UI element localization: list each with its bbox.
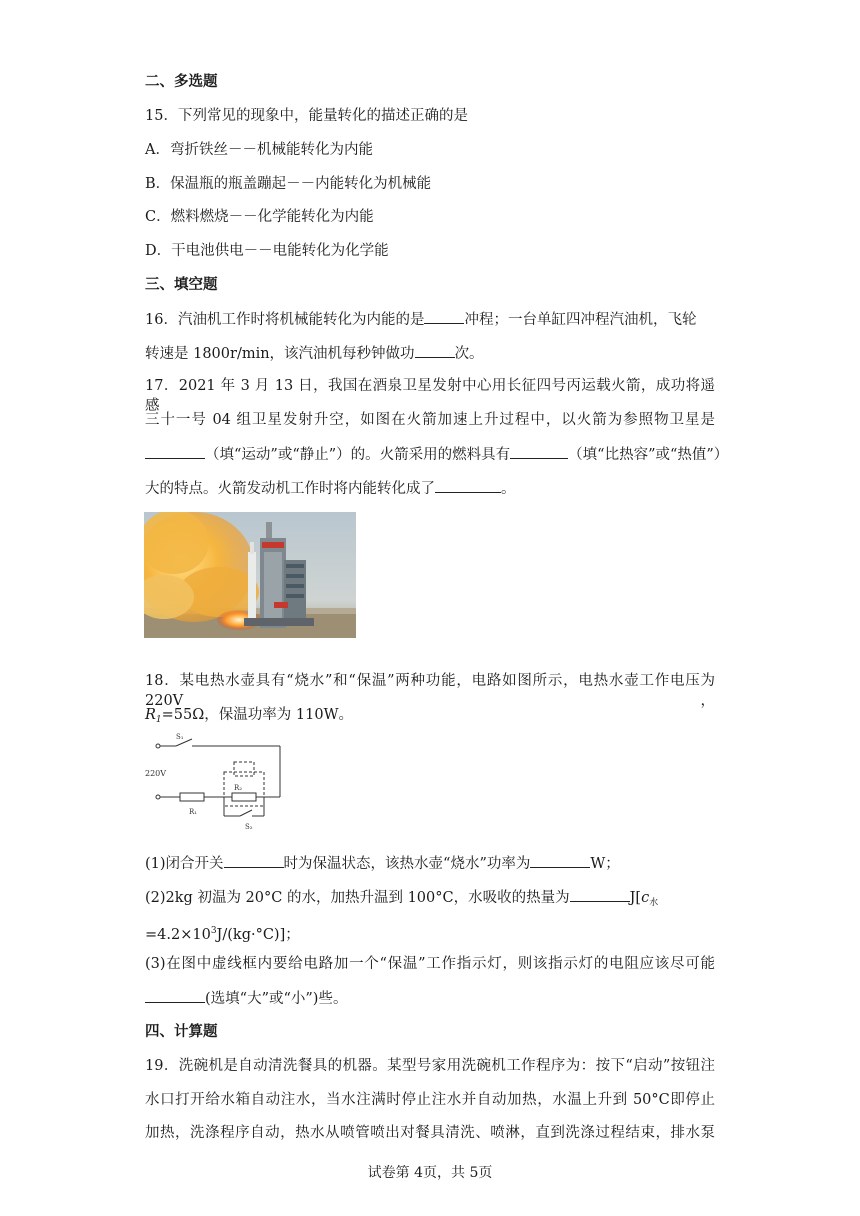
q15-option-c: C．燃料燃烧－－化学能转化为内能 bbox=[145, 209, 374, 225]
q18-part-1 bbox=[145, 853, 620, 874]
q18-part-3-line-1: (3)在图中虚线框内要给电路加一个“保温”工作指示灯，则该指示灯的电阻应该尽可能 bbox=[145, 956, 715, 972]
q18-p2-text-a: (2)2kg 初温为 20°C 的水，加热升温到 100°C，水吸收的热量为 bbox=[145, 890, 570, 906]
q18-p2-text-b: J[ bbox=[629, 890, 642, 906]
q16-blank-count bbox=[415, 343, 455, 358]
q18-line-1: 18．某电热水壶具有“烧水”和“保温”两种功能，电路如图所示，电热水壶工作电压为 220V， bbox=[145, 673, 715, 709]
q16-text-1a: 16．汽油机工作时将机械能转化为内能的是 bbox=[145, 312, 425, 328]
page-footer: 试卷第 4页，共 5页 bbox=[367, 1165, 493, 1181]
q18-blank-switch bbox=[224, 853, 284, 868]
circuit-label-s1: S₁ bbox=[176, 733, 184, 741]
q18-p1-text-c: W； bbox=[590, 856, 620, 872]
q17-line-1: 17．2021 年 3 月 13 日，我国在酒泉卫星发射中心用长征四号丙运载火箭，成功将遥感 bbox=[145, 378, 715, 414]
q18-p2-cont-b: J/(kg·°C)]； bbox=[216, 927, 300, 943]
q15-option-d: D．干电池供电－－电能转化为化学能 bbox=[145, 243, 389, 259]
q18-r1-subscript: 1 bbox=[155, 715, 162, 725]
section-fill-blank-heading: 三、填空题 bbox=[145, 277, 218, 293]
q17-text-3a: （填“运动”或“静止”）的。火箭采用的燃料具有 bbox=[205, 447, 511, 463]
q15-stem: 15．下列常见的现象中，能量转化的描述正确的是 bbox=[145, 108, 468, 124]
q17-blank-energy bbox=[435, 478, 501, 493]
q16-line-1 bbox=[145, 309, 696, 330]
section-multi-choice-heading: 二、多选题 bbox=[145, 74, 218, 90]
kettle-circuit-diagram bbox=[144, 730, 294, 840]
q17-line-3 bbox=[145, 444, 728, 465]
q18-part-2 bbox=[145, 887, 658, 913]
q17-line-4 bbox=[145, 478, 516, 499]
rocket-launch-photo bbox=[144, 512, 356, 638]
q18-c-letter: c bbox=[641, 890, 650, 906]
q18-part-2-continued bbox=[145, 921, 300, 945]
q18-r1-letter: R bbox=[145, 707, 156, 723]
q16-text-2a: 转速是 1800r/min，该汽油机每秒钟做功 bbox=[145, 346, 415, 362]
q16-text-2b: 次。 bbox=[454, 346, 484, 362]
q15-option-a: A．弯折铁丝－－机械能转化为内能 bbox=[145, 142, 373, 158]
q17-blank-property bbox=[510, 444, 568, 459]
q17-text-4b: 。 bbox=[501, 481, 516, 497]
q18-part-3-line-2 bbox=[145, 988, 347, 1009]
q18-p2-cont-a: =4.2×10 bbox=[145, 927, 211, 943]
q17-line-2: 三十一号 04 组卫星发射升空，如图在火箭加速上升过程中，以火箭为参照物卫星是 bbox=[145, 412, 715, 428]
q18-p3-text-2: (选填“大”或“小”)些。 bbox=[205, 991, 348, 1007]
q18-p2-cont-sup: 3 bbox=[210, 926, 217, 936]
q16-blank-stroke bbox=[424, 309, 464, 324]
q16-line-2 bbox=[145, 343, 484, 364]
circuit-label-s2: S₂ bbox=[245, 823, 253, 831]
q17-blank-motion bbox=[145, 444, 205, 459]
q15-option-b: B．保温瓶的瓶盖蹦起－－内能转化为机械能 bbox=[145, 176, 432, 192]
circuit-label-voltage: 220V bbox=[145, 769, 167, 778]
q19-line-2: 水口打开给水箱自动注水，当水注满时停止注水并自动加热，水温上升到 50°C即停止 bbox=[145, 1092, 715, 1108]
circuit-label-r2: R₂ bbox=[234, 784, 243, 792]
circuit-label-r1: R₁ bbox=[189, 808, 198, 816]
q18-p1-text-a: (1)闭合开关 bbox=[145, 856, 224, 872]
q19-line-3: 加热，洗涤程序自动，热水从喷管喷出对餐具清洗、喷淋，直到洗涤过程结束，排水泵 bbox=[145, 1125, 715, 1141]
q18-c-subscript: 水 bbox=[649, 898, 659, 908]
q19-line-1: 19．洗碗机是自动清洗餐具的机器。某型号家用洗碗机工作程序为：按下“启动”按钮注 bbox=[145, 1058, 715, 1074]
q17-text-3b: （填“比热容”或“热值”） bbox=[568, 447, 729, 463]
q17-text-4a: 大的特点。火箭发动机工作时将内能转化成了 bbox=[145, 481, 435, 497]
section-calculation-heading: 四、计算题 bbox=[145, 1024, 218, 1040]
q18-p1-text-b: 时为保温状态，该热水壶“烧水”功率为 bbox=[283, 856, 531, 872]
q18-r1-rest: =55Ω，保温功率为 110W。 bbox=[161, 707, 353, 723]
q18-blank-resistance bbox=[145, 988, 205, 1003]
q18-blank-power bbox=[530, 853, 590, 868]
q16-text-1b: 冲程；一台单缸四冲程汽油机，飞轮 bbox=[464, 312, 697, 328]
q18-blank-heat bbox=[570, 887, 630, 902]
q18-line-2 bbox=[145, 705, 353, 730]
